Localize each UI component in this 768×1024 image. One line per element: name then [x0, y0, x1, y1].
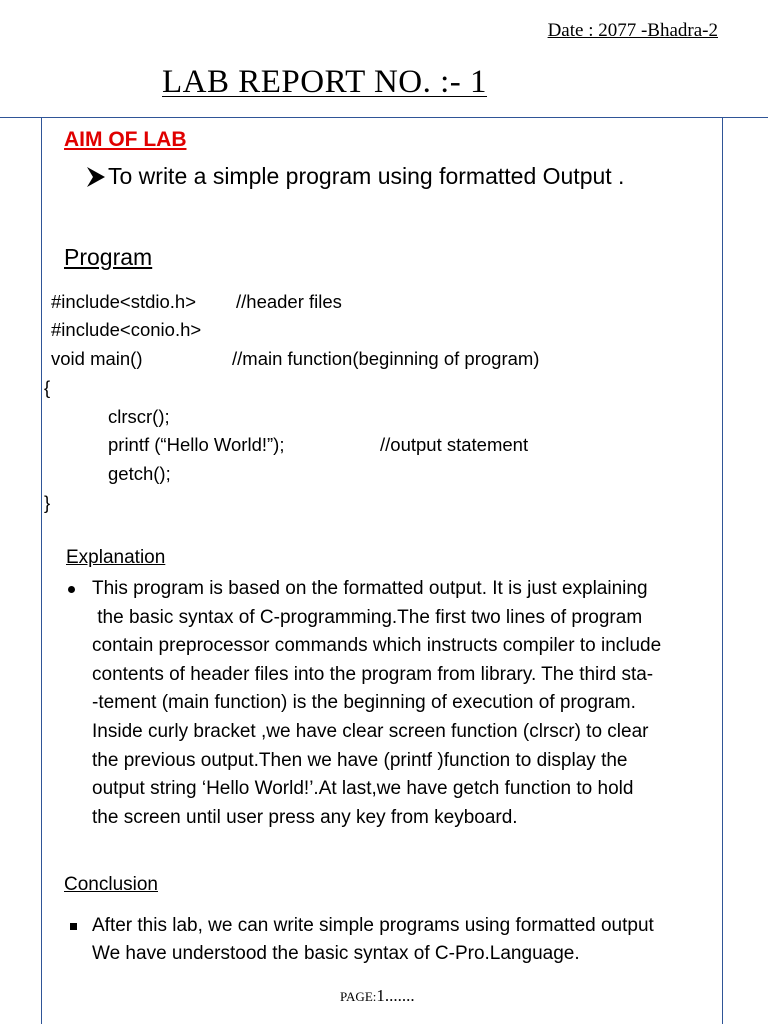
conclusion-line: We have understood the basic syntax of C-Pro.Language. [92, 943, 580, 964]
code-close-brace: } [44, 492, 51, 513]
code-line-getch: getch(); [108, 463, 171, 484]
page-border-right [722, 117, 723, 1024]
program-heading: Program [64, 244, 153, 270]
explanation-line: the screen until user press any key from keyboard. [92, 806, 518, 828]
code-comment-main-function: //main function(beginning of program) [232, 348, 540, 369]
page-border-left [41, 117, 42, 1024]
explanation-heading: Explanation [66, 547, 166, 568]
page-label: PAGE: [340, 989, 377, 1004]
code-comment-output: //output statement [380, 434, 529, 455]
code-line-clrscr: clrscr(); [108, 406, 170, 427]
page-number [340, 986, 415, 1006]
conclusion-line: After this lab, we can write simple programs using formatted output [92, 915, 654, 936]
explanation-item [68, 575, 661, 832]
aim-heading: AIM OF LAB [64, 128, 187, 151]
explanation-line: This program is based on the formatted output. It is just explaining [92, 578, 648, 599]
explanation-line: contain preprocessor commands which instructs compiler to include [92, 635, 662, 657]
page-border-top [0, 117, 768, 118]
report-date: Date : 2077 -Bhadra-2 [547, 20, 718, 41]
code-line-printf: printf (“Hello World!”); [108, 434, 285, 455]
explanation-line: the previous output.Then we have (printf )function to display the [92, 749, 628, 771]
aim-text: To write a simple program using formatted Output . [108, 163, 625, 189]
code-line-include-stdio: #include<stdio.h> [51, 291, 197, 312]
report-title: LAB REPORT NO. :- 1 [162, 64, 488, 100]
code-line-void-main: void main() [51, 348, 143, 369]
bullet-dot-icon [68, 586, 75, 593]
code-open-brace: { [44, 377, 51, 398]
explanation-line: -tement (main function) is the beginning of execution of program. [92, 692, 636, 714]
code-line-include-conio: #include<conio.h> [51, 319, 202, 340]
conclusion-heading: Conclusion [64, 874, 158, 895]
explanation-list [68, 575, 661, 832]
code-comment-header-files: //header files [236, 291, 342, 312]
aim-statement [86, 163, 624, 190]
explanation-line: Inside curly bracket ,we have clear screen function (clrscr) to clear [92, 720, 649, 742]
explanation-line: contents of header files into the program from library. The third sta- [92, 663, 654, 685]
page-number-value: 1....... [376, 986, 415, 1005]
square-bullet-icon [70, 923, 77, 930]
explanation-line: output string ‘Hello World!’.At last,we have getch function to hold [92, 778, 634, 800]
explanation-line: the basic syntax of C-programming.The first two lines of program [92, 606, 643, 628]
arrow-bullet-icon [86, 166, 106, 188]
